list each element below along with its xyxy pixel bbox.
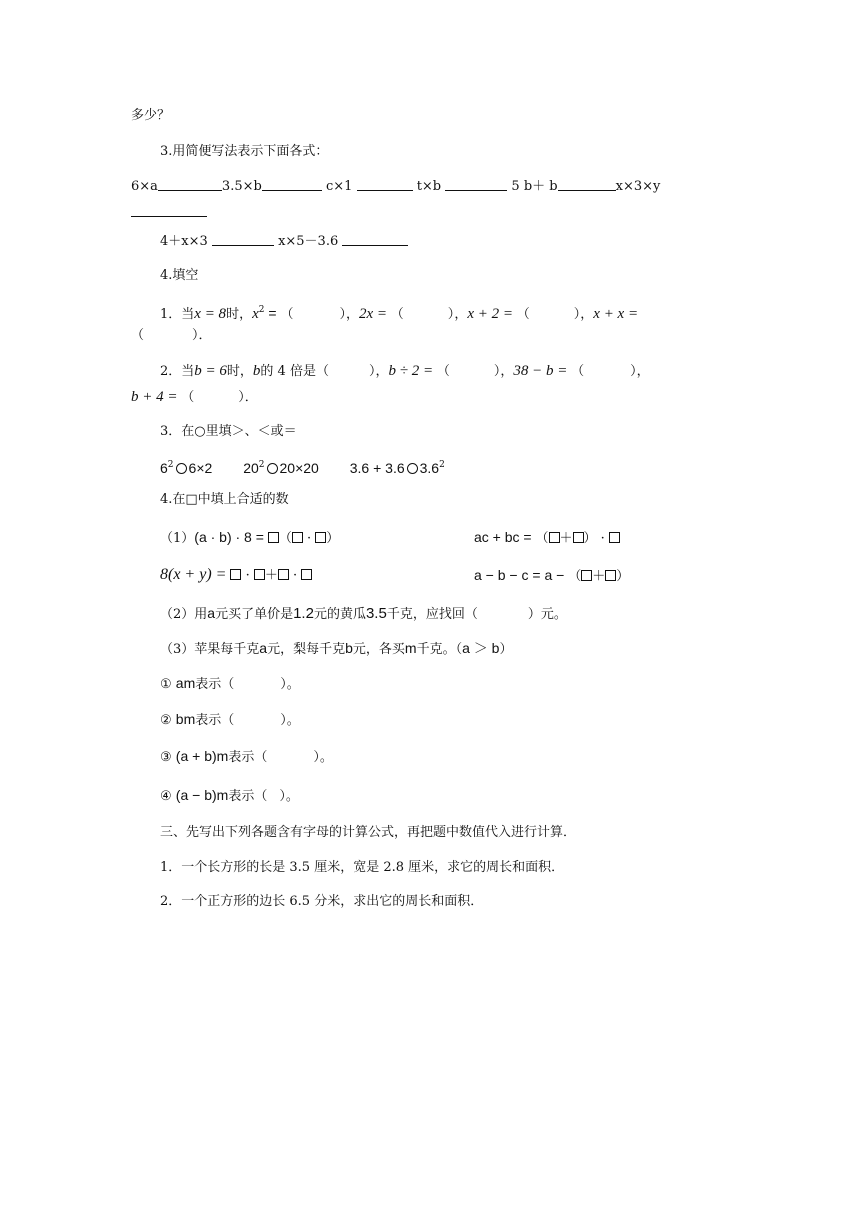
q1-expr-2x: 2x = — [359, 306, 391, 322]
q1-paren-4[interactable]: （ ） — [131, 328, 199, 343]
dot: · — [600, 531, 605, 546]
fill-box[interactable] — [315, 532, 326, 543]
q4-2-text: （2）用 — [160, 607, 208, 622]
q2-var-b: b — [252, 363, 261, 379]
q4-expr-8xy: 8(x + y) = — [160, 566, 231, 583]
var-m: m — [404, 640, 417, 656]
item-text: 表示（ — [228, 750, 268, 765]
q2-paren-4[interactable]: （ ） — [181, 390, 245, 405]
paren: （ — [568, 569, 582, 584]
question-2: 2．当b = 6时，b的 4 倍是（ ），b ÷ 2 = （ ），38 − b = （ ）， — [160, 363, 650, 379]
question-1-wrap: （ ）． — [131, 328, 212, 343]
cmp-exp: 2 — [167, 460, 174, 470]
question-4-title: 4.在□中填上合适的数 — [160, 492, 289, 507]
question-2-wrap: b + 4 = （ ）． — [131, 389, 258, 405]
expr-txb: t×b — [416, 179, 442, 194]
expr-x5-minus-3.6: x×5－3.6 — [278, 234, 339, 249]
paren: ） — [326, 531, 340, 546]
section-three-title: 三、先写出下列各题含有字母的计算公式，再把题中数值代入进行计算． — [160, 825, 577, 840]
fill-box[interactable] — [573, 532, 584, 543]
var-a: a — [207, 605, 216, 621]
weight-value: 3.5 — [365, 605, 387, 622]
shorthand-row-1 — [131, 178, 660, 196]
q1-expr-x-plus-2: x + 2 = — [467, 306, 517, 322]
q1-lead: 1．当 — [160, 307, 195, 322]
expr-a-minus-b-m: (a − b)m — [175, 787, 229, 803]
answer-blank[interactable] — [158, 178, 222, 191]
section-3-title: 3.用简便写法表示下面各式： — [160, 144, 329, 159]
q1-expr-x: x — [252, 306, 259, 322]
section-4-title: 4.填空 — [160, 268, 199, 283]
q2-text-4x: 的 4 倍是（ — [260, 364, 329, 379]
paren: （ — [278, 531, 292, 546]
expr-am: am — [175, 675, 196, 691]
plus: ＋ — [592, 569, 606, 584]
q4-2-text: 千克，应找回（ — [386, 607, 478, 622]
q2-expr-b-plus-4: b + 4 = — [131, 389, 182, 405]
fill-box[interactable] — [268, 532, 279, 543]
dot: · — [293, 568, 298, 583]
q2-shi: 时， — [226, 364, 253, 379]
fill-box[interactable] — [278, 569, 289, 580]
item-text: ）。 — [280, 713, 300, 728]
q2-condition: b = 6 — [194, 363, 227, 379]
cmp-20x20: 20×20 — [279, 460, 319, 476]
answer-blank[interactable] — [212, 233, 274, 246]
cmp-3.6-plus-3.6: 3.6 + 3.6 — [349, 460, 405, 476]
fill-box[interactable] — [254, 569, 265, 580]
q1-expr-x-plus-x: x + x = — [593, 306, 639, 322]
q4-part-1-label: （1） — [160, 531, 195, 546]
cmp-20-sq: 20 — [243, 460, 259, 476]
q4-3-text: （3）苹果每千克 — [160, 642, 260, 657]
expr-6xa: 6×a — [131, 179, 158, 194]
fill-box[interactable] — [301, 569, 312, 580]
q1-equals: = — [264, 305, 281, 321]
q4-3-text: 元，梨每千克 — [267, 642, 346, 657]
answer-blank[interactable] — [262, 178, 322, 191]
expr-4-plus-x3: 4＋x×3 — [160, 234, 208, 249]
q4-row-2-right — [474, 566, 629, 586]
item-number: ④ — [160, 789, 172, 804]
q2-expr-b-div-2: b ÷ 2 = — [388, 363, 437, 379]
fill-box[interactable] — [581, 570, 592, 581]
item-number: ② — [160, 713, 172, 728]
paren: ） — [583, 531, 597, 546]
item-number: ① — [160, 677, 172, 692]
expr-a-plus-b-m: (a + b)m — [175, 748, 229, 764]
item-text: ）。 — [279, 789, 299, 804]
q4-expr-a-b-c: a − b − c = a − — [474, 567, 569, 583]
paren: ） — [616, 569, 630, 584]
q2-paren-3[interactable]: （ ） — [571, 364, 637, 379]
shorthand-row-1-wrap — [131, 204, 207, 222]
answer-blank[interactable] — [357, 178, 413, 191]
q1-paren-1[interactable]: （ ） — [280, 307, 346, 322]
cmp-6x2: 6×2 — [188, 460, 213, 476]
answer-blank[interactable] — [131, 204, 207, 217]
q4-expr-ab8: (a · b) · 8 = — [194, 529, 268, 545]
dot: · — [245, 568, 250, 583]
plus: ＋ — [264, 568, 278, 583]
q4-row-1-right — [474, 528, 620, 548]
q1-exponent: 2 — [258, 305, 265, 315]
question-1: 1．当x = 8时，$x^2$ = （ ），2x = （ ），x + 2 = （ ），x + x = — [160, 305, 639, 322]
expr-3.5xb: 3.5×b — [221, 179, 262, 194]
expr-bm: bm — [175, 711, 196, 727]
q2-expr-38-minus-b: 38 − b = — [513, 363, 572, 379]
q4-3-text: 千克。（ — [416, 642, 463, 657]
line-continuation: 多少？ — [131, 108, 171, 123]
q4-2-text: 元买了单价是 — [215, 607, 294, 622]
item-text: 表示（ — [228, 789, 268, 804]
q1-shi: 时， — [226, 307, 253, 322]
plus: ＋ — [559, 531, 573, 546]
q4-2-text: ）元。 — [527, 607, 567, 622]
q4-3-text: 元，各买 — [352, 642, 405, 657]
shorthand-row-2 — [160, 233, 408, 251]
item-text: 表示（ — [195, 713, 235, 728]
paren: （ — [535, 531, 549, 546]
item-text: 表示（ — [195, 677, 235, 692]
item-2 — [160, 710, 300, 730]
expr-x3y: x×3×y — [615, 179, 661, 194]
fill-box[interactable] — [292, 532, 303, 543]
q4-part-3 — [160, 639, 512, 659]
var-b: b — [345, 640, 353, 656]
item-4 — [160, 786, 299, 806]
fill-box[interactable] — [605, 570, 616, 581]
compare-circle[interactable] — [267, 463, 278, 474]
item-text: ）。 — [313, 750, 333, 765]
fill-box[interactable] — [609, 532, 620, 543]
q1-paren-2[interactable]: （ ） — [390, 307, 455, 322]
fill-box[interactable] — [230, 569, 241, 580]
q4-row-1-left — [160, 528, 339, 548]
problem-2: 2．一个正方形的边长 6.5 分米，求出它的周长和面积． — [160, 894, 484, 909]
condition-a-gt-b: a ＞ b — [462, 640, 500, 656]
answer-blank[interactable] — [445, 178, 507, 191]
cmp-exp: 2 — [258, 460, 265, 470]
answer-blank[interactable] — [558, 178, 616, 191]
item-number: ③ — [160, 750, 172, 765]
expr-cx1: c×1 — [325, 179, 353, 194]
item-text: ）。 — [280, 677, 300, 692]
problem-1: 1．一个长方形的长是 3.5 厘米，宽是 2.8 厘米，求它的周长和面积． — [160, 860, 565, 875]
q4-expr-ac-bc: ac + bc = — [474, 529, 536, 545]
cmp-exp: 2 — [439, 460, 445, 470]
item-3 — [160, 747, 333, 767]
dot: · — [306, 531, 312, 546]
cmp-6-sq: 6 — [160, 460, 168, 476]
compare-circle[interactable] — [407, 463, 418, 474]
answer-blank[interactable] — [342, 233, 408, 246]
item-1 — [160, 674, 300, 694]
q2-paren-2[interactable]: （ ） — [436, 364, 501, 379]
fill-box[interactable] — [549, 532, 560, 543]
expr-5b-plus-b: 5 b＋ b — [511, 179, 558, 194]
q2-lead: 2．当 — [160, 364, 195, 379]
q1-paren-3[interactable]: （ ） — [516, 307, 581, 322]
q4-part-2 — [160, 604, 567, 624]
question-3-title: 3．在○里填＞、＜或＝ — [160, 424, 297, 439]
question-3-compare-row — [160, 456, 445, 478]
var-a: a — [259, 640, 268, 656]
q1-condition: x = 8 — [194, 306, 227, 322]
q4-2-text: 元的黄瓜 — [313, 607, 366, 622]
q4-3-text: ） — [499, 642, 513, 657]
compare-circle[interactable] — [176, 463, 187, 474]
cmp-3.6-sq: 3.6 — [419, 460, 440, 476]
q4-row-2-left — [160, 566, 312, 585]
price-value: 1.2 — [293, 605, 314, 622]
